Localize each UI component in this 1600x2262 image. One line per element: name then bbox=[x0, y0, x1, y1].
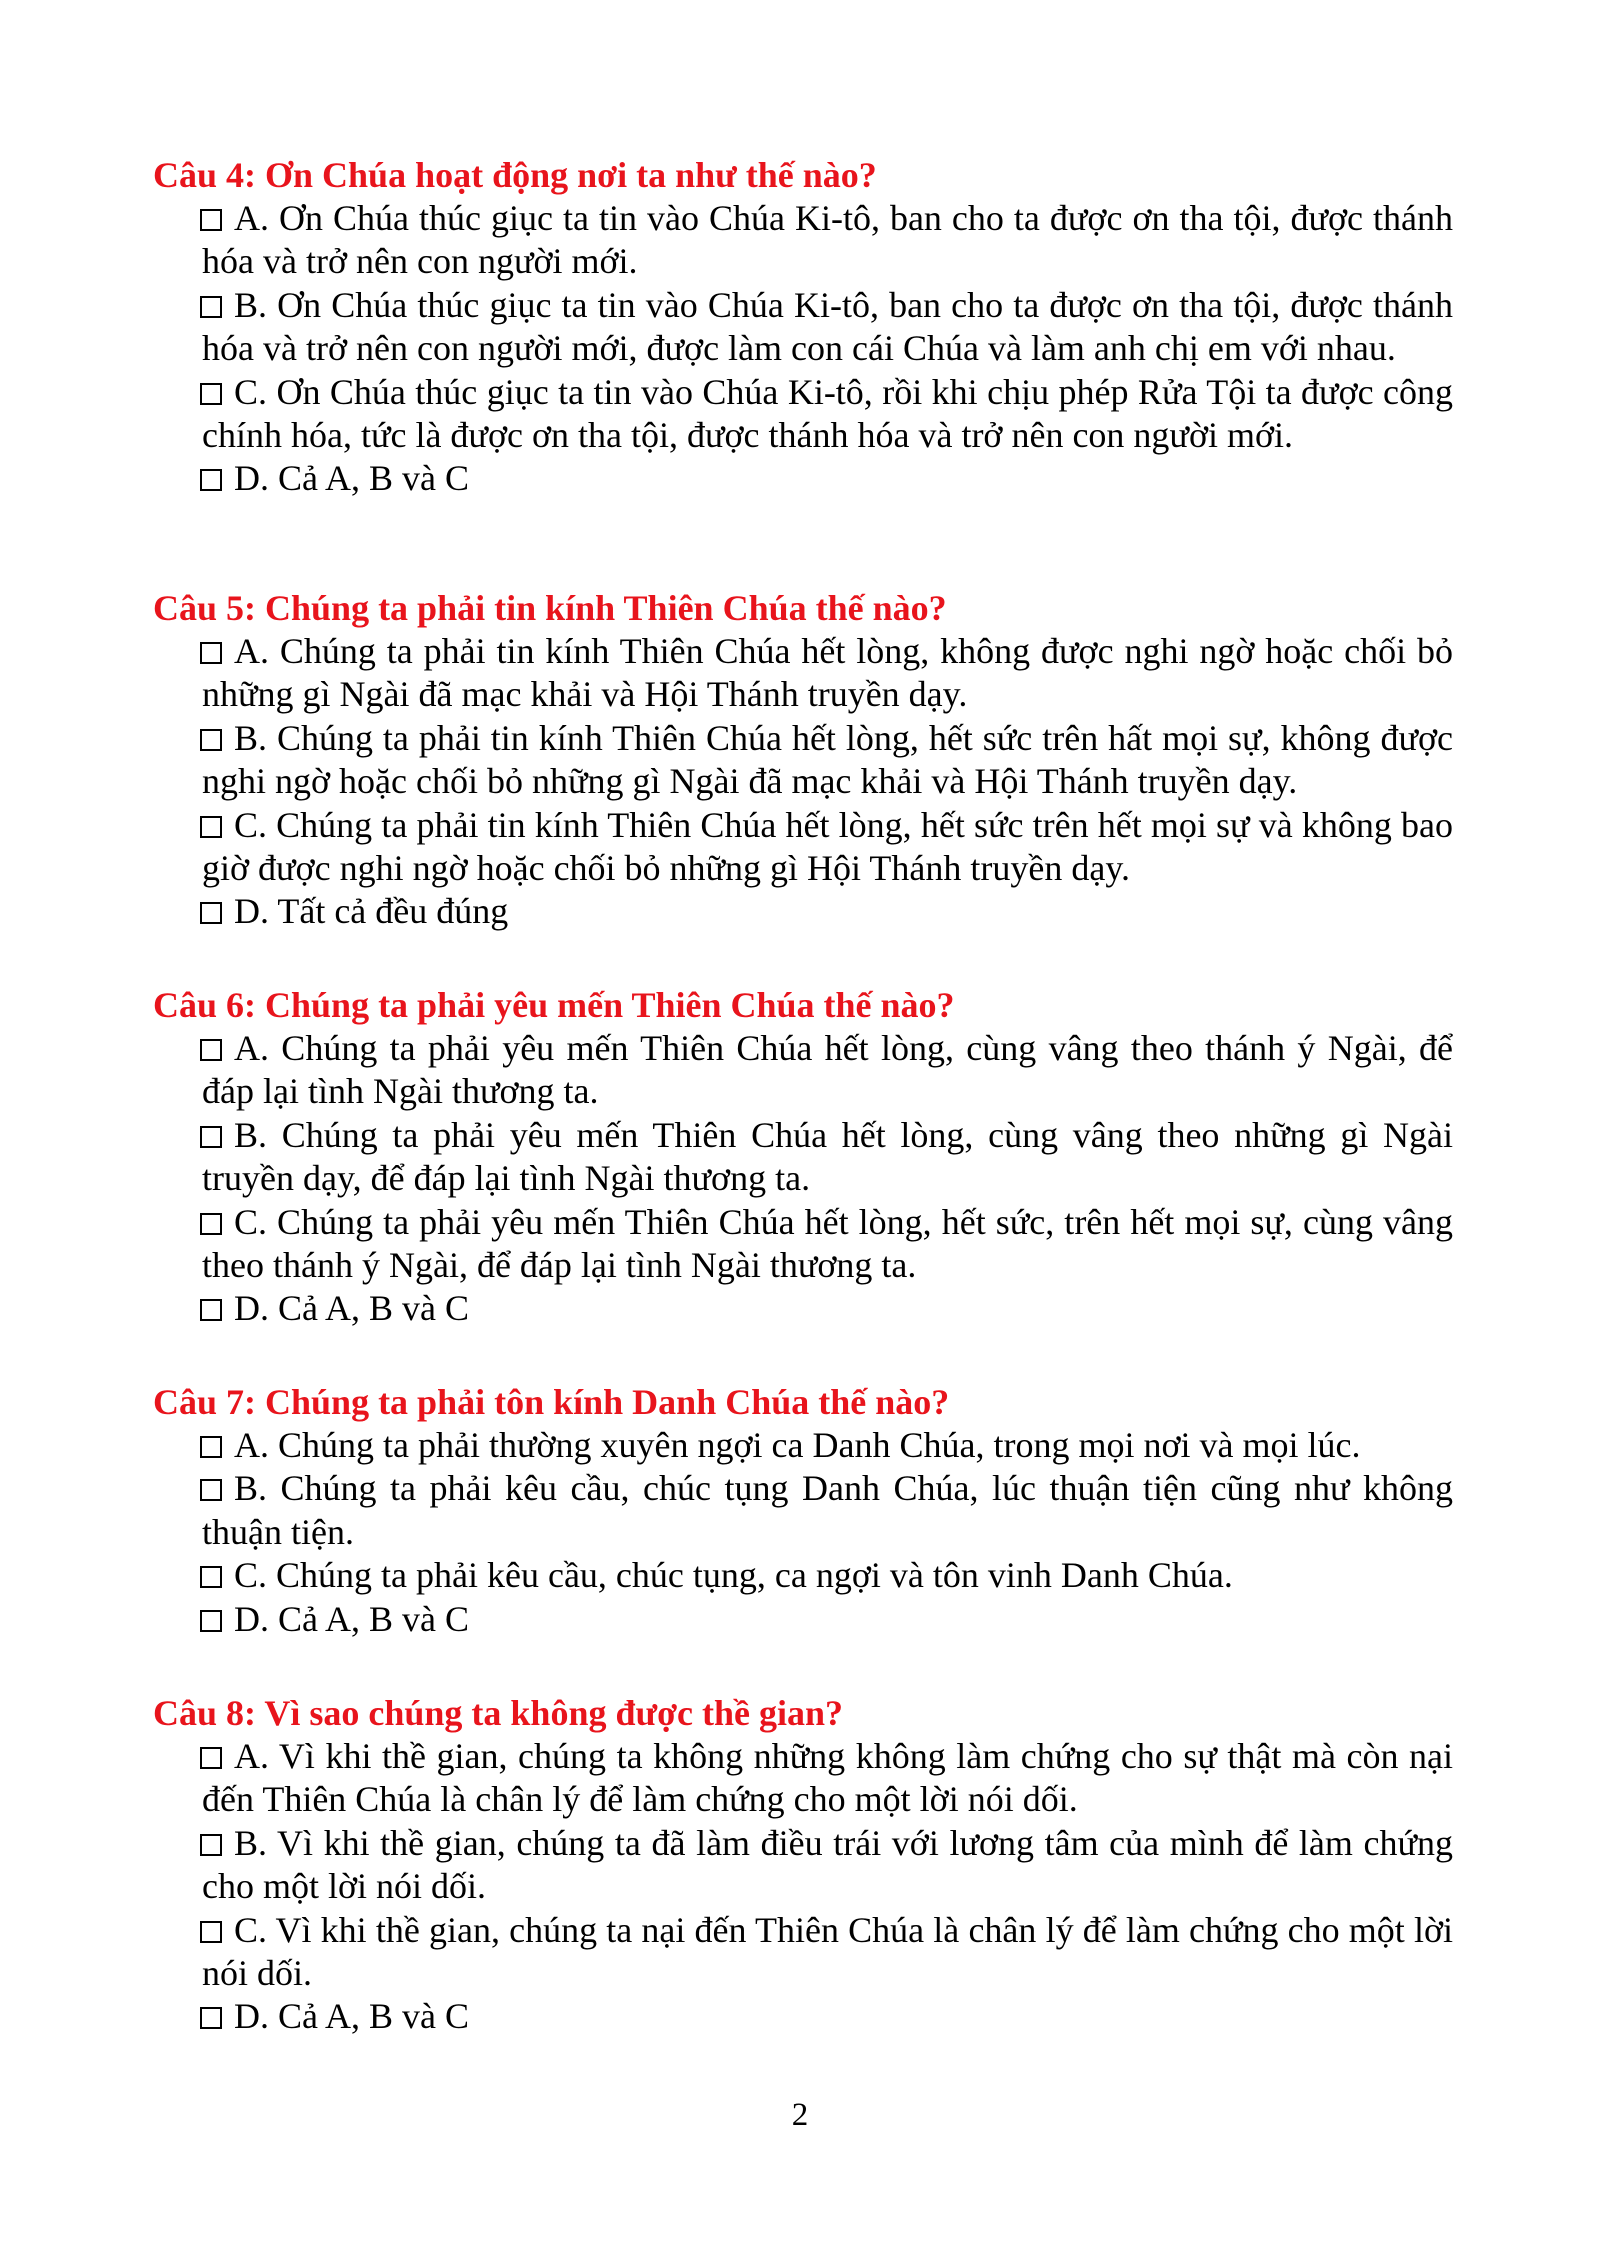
option-d bbox=[202, 1287, 1453, 1330]
checkbox-icon[interactable] bbox=[200, 2007, 222, 2029]
option-text: A. Vì khi thề gian, chúng ta không những không làm chứng cho sự thật mà còn nại đến Thiên Chúa là chân lý để làm chứng cho một lời nói dối. bbox=[202, 1736, 1453, 1820]
checkbox-icon[interactable] bbox=[200, 1610, 222, 1632]
option-text: C. Vì khi thề gian, chúng ta nại đến Thiên Chúa là chân lý để làm chứng cho một lời nói dối. bbox=[202, 1909, 1453, 1994]
option-a bbox=[202, 1027, 1453, 1114]
question-title: Câu 5: Chúng ta phải tin kính Thiên Chúa thế nào? bbox=[153, 588, 947, 628]
option-text: A. Chúng ta phải tin kính Thiên Chúa hết lòng, không được nghi ngờ hoặc chối bỏ những gì Ngài đã mạc khải và Hội Thánh truyền dạy. bbox=[202, 631, 1453, 715]
option-d bbox=[202, 1995, 1453, 2038]
question-title: Câu 8: Vì sao chúng ta không được thề gian? bbox=[153, 1693, 844, 1733]
option-b bbox=[202, 717, 1453, 804]
checkbox-icon[interactable] bbox=[200, 1436, 222, 1458]
option-text: C. Chúng ta phải yêu mến Thiên Chúa hết lòng, hết sức, trên hết mọi sự, cùng vâng theo thánh ý Ngài, để đáp lại tình Ngài thương ta. bbox=[202, 1201, 1453, 1286]
checkbox-icon[interactable] bbox=[200, 1039, 222, 1061]
question-4 bbox=[153, 154, 1453, 501]
option-c bbox=[202, 804, 1453, 891]
checkbox-icon[interactable] bbox=[200, 383, 222, 405]
question-7 bbox=[153, 1381, 1453, 1641]
option-text: A. Chúng ta phải thường xuyên ngợi ca Danh Chúa, trong mọi nơi và mọi lúc. bbox=[234, 1425, 1361, 1465]
checkbox-icon[interactable] bbox=[200, 1566, 222, 1588]
option-a bbox=[202, 1424, 1453, 1467]
checkbox-icon[interactable] bbox=[200, 902, 222, 924]
checkbox-icon[interactable] bbox=[200, 1126, 222, 1148]
option-text: B. Chúng ta phải kêu cầu, chúc tụng Danh Chúa, lúc thuận tiện cũng như không thuận tiện. bbox=[202, 1468, 1453, 1552]
checkbox-icon[interactable] bbox=[200, 1479, 222, 1501]
checkbox-icon[interactable] bbox=[200, 1921, 222, 1943]
checkbox-icon[interactable] bbox=[200, 816, 222, 838]
option-text: B. Chúng ta phải yêu mến Thiên Chúa hết lòng, cùng vâng theo những gì Ngài truyền dạy, để đáp lại tình Ngài thương ta. bbox=[202, 1114, 1453, 1199]
option-b bbox=[202, 1467, 1453, 1554]
question-title: Câu 7: Chúng ta phải tôn kính Danh Chúa thế nào? bbox=[153, 1382, 950, 1422]
option-c bbox=[202, 1909, 1453, 1996]
option-b bbox=[202, 1114, 1453, 1201]
option-a bbox=[202, 630, 1453, 717]
question-5 bbox=[153, 587, 1453, 934]
option-d bbox=[202, 1598, 1453, 1641]
option-b bbox=[202, 1822, 1453, 1909]
option-text: B. Vì khi thề gian, chúng ta đã làm điều trái với lương tâm của mình để làm chứng cho một lời nói dối. bbox=[202, 1822, 1453, 1907]
checkbox-icon[interactable] bbox=[200, 209, 222, 231]
option-c bbox=[202, 1201, 1453, 1288]
page-number: 2 bbox=[791, 2097, 809, 2133]
option-text: D. Cả A, B và C bbox=[234, 1288, 470, 1329]
option-text: A. Ơn Chúa thúc giục ta tin vào Chúa Ki-tô, ban cho ta được ơn tha tội, được thánh hóa và trở nên con người mới. bbox=[202, 198, 1453, 282]
option-c bbox=[202, 1554, 1453, 1597]
option-c bbox=[202, 371, 1453, 458]
option-text: B. Chúng ta phải tin kính Thiên Chúa hết lòng, hết sức trên hất mọi sự, không được nghi ngờ hoặc chối bỏ những gì Ngài đã mạc khải và Hội Thánh truyền dạy. bbox=[202, 717, 1453, 802]
checkbox-icon[interactable] bbox=[200, 296, 222, 318]
option-b bbox=[202, 284, 1453, 371]
option-d bbox=[202, 457, 1453, 500]
option-text: C. Ơn Chúa thúc giục ta tin vào Chúa Ki-tô, rồi khi chịu phép Rửa Tội ta được công chính hóa, tức là được ơn tha tội, được thánh hóa và trở nên con người mới. bbox=[202, 371, 1453, 456]
checkbox-icon[interactable] bbox=[200, 1213, 222, 1235]
option-text: C. Chúng ta phải kêu cầu, chúc tụng, ca ngợi và tôn vinh Danh Chúa. bbox=[234, 1555, 1233, 1596]
checkbox-icon[interactable] bbox=[200, 1299, 222, 1321]
option-d bbox=[202, 890, 1453, 933]
checkbox-icon[interactable] bbox=[200, 642, 222, 664]
question-title: Câu 4: Ơn Chúa hoạt động nơi ta như thế nào? bbox=[153, 155, 877, 195]
option-text: D. Cả A, B và C bbox=[234, 458, 470, 499]
option-text: B. Ơn Chúa thúc giục ta tin vào Chúa Ki-tô, ban cho ta được ơn tha tội, được thánh hóa và trở nên con người mới, được làm con cái Chúa và làm anh chị em với nhau. bbox=[202, 284, 1453, 369]
checkbox-icon[interactable] bbox=[200, 1747, 222, 1769]
checkbox-icon[interactable] bbox=[200, 729, 222, 751]
checkbox-icon[interactable] bbox=[200, 1834, 222, 1856]
question-8 bbox=[153, 1692, 1453, 2039]
option-text: A. Chúng ta phải yêu mến Thiên Chúa hết lòng, cùng vâng theo thánh ý Ngài, để đáp lại tình Ngài thương ta. bbox=[202, 1028, 1453, 1112]
option-text: D. Cả A, B và C bbox=[234, 1996, 470, 2037]
option-text: C. Chúng ta phải tin kính Thiên Chúa hết lòng, hết sức trên hết mọi sự và không bao giờ được nghi ngờ hoặc chối bỏ những gì Hội Thánh truyền dạy. bbox=[202, 804, 1453, 889]
question-6 bbox=[153, 984, 1453, 1331]
option-text: D. Tất cả đều đúng bbox=[234, 891, 509, 932]
option-a bbox=[202, 197, 1453, 284]
question-title: Câu 6: Chúng ta phải yêu mến Thiên Chúa thế nào? bbox=[153, 985, 955, 1025]
option-a bbox=[202, 1735, 1453, 1822]
checkbox-icon[interactable] bbox=[200, 469, 222, 491]
option-text: D. Cả A, B và C bbox=[234, 1598, 470, 1639]
